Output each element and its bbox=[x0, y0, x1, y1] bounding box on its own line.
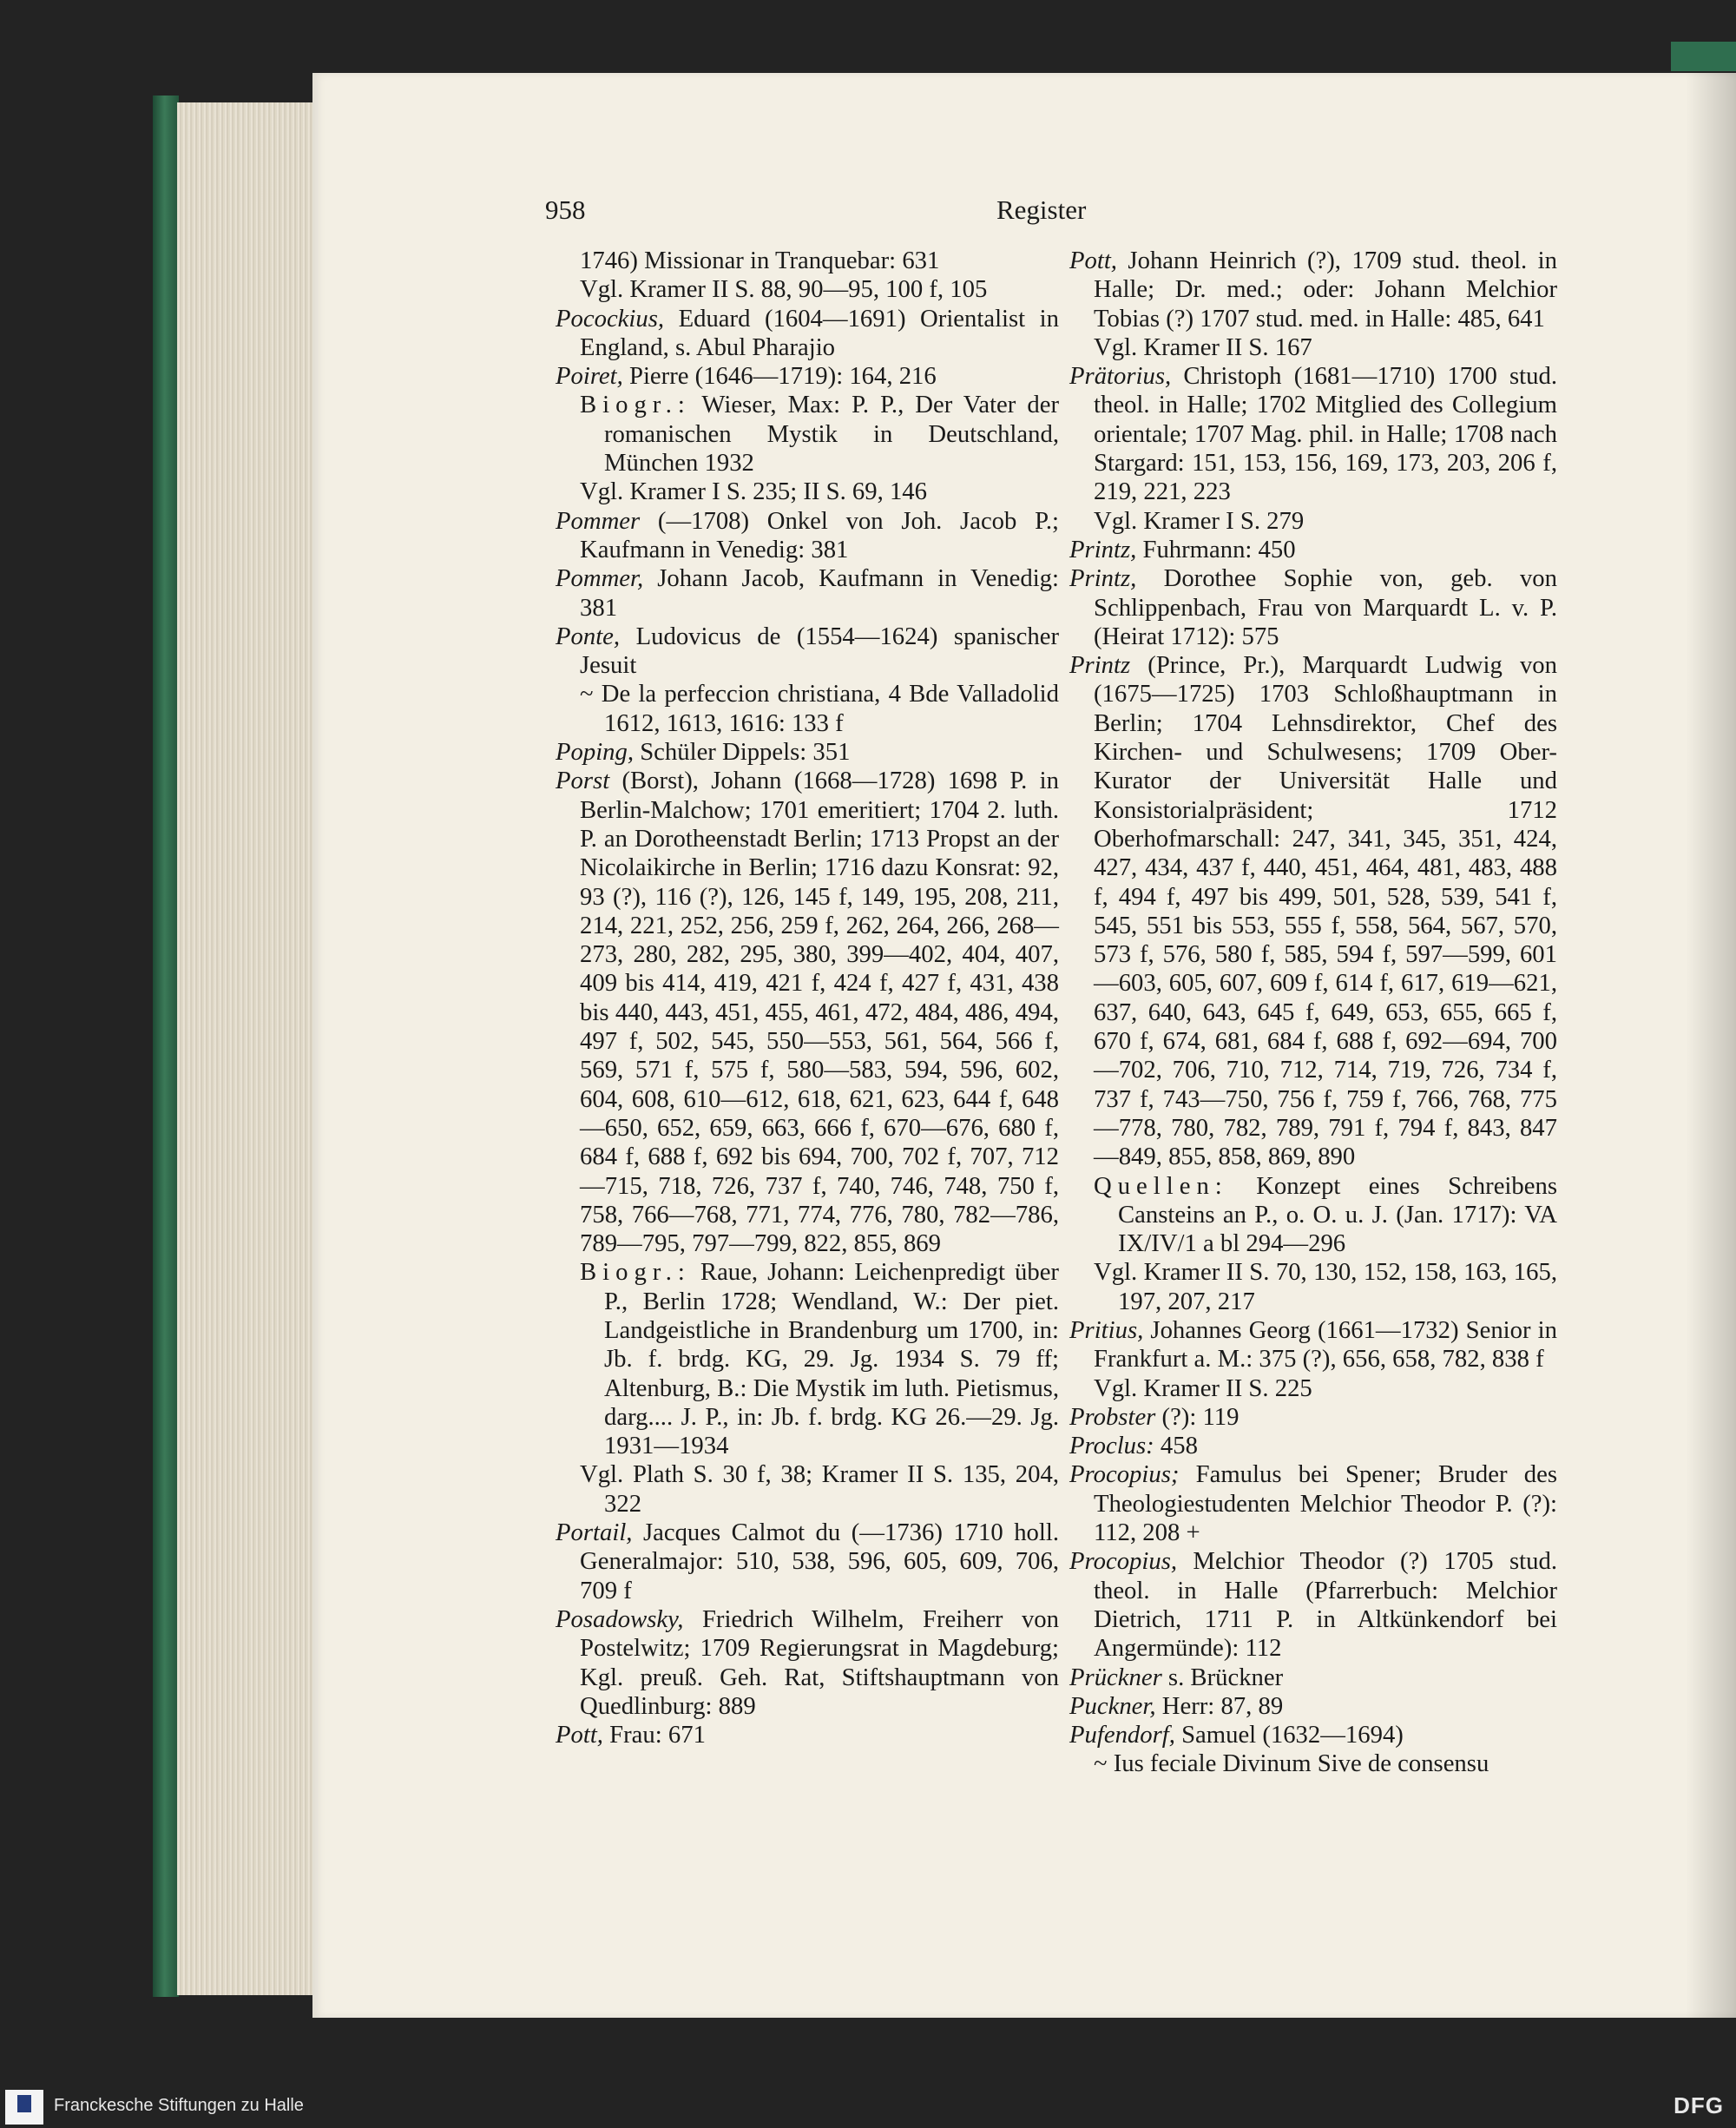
entry-headword: Poiret, bbox=[556, 362, 623, 391]
entry-text: Melchior Theodor (?) 1705 stud. theol. in Halle (Pfarrerbuch: Melchior Dietrich, 1711 P. in Altkünkendorf bei Angermünde): 112 bbox=[1094, 1547, 1557, 1663]
entry-headword: Portail, bbox=[556, 1519, 633, 1547]
index-entry bbox=[1069, 1664, 1557, 1692]
index-entry bbox=[1069, 1403, 1557, 1432]
entry-text: 1746) Missionar in Tranquebar: 631 bbox=[580, 247, 940, 274]
index-entry bbox=[1069, 362, 1557, 506]
index-entry bbox=[556, 1258, 1059, 1460]
index-entry bbox=[1069, 536, 1557, 564]
entry-headword: Porst bbox=[556, 767, 610, 795]
entry-headword: Pufendorf, bbox=[1069, 1721, 1175, 1749]
entry-headword: Poping, bbox=[556, 738, 635, 767]
entry-headword: Printz, bbox=[1069, 535, 1137, 563]
entry-text: Eduard (1604—1691) Orientalist in England, s. Abul Pharajio bbox=[580, 304, 1059, 361]
book-binding bbox=[153, 96, 179, 1997]
index-entry bbox=[556, 623, 1059, 681]
entry-headword: Pott, bbox=[556, 1721, 603, 1749]
index-entry bbox=[556, 1519, 1059, 1605]
index-entry bbox=[1069, 1547, 1557, 1663]
entry-text: ~ Ius feciale Divinum Sive de consensu bbox=[1094, 1749, 1489, 1778]
index-entry bbox=[556, 1605, 1059, 1721]
index-entry bbox=[1069, 1692, 1557, 1721]
entry-text: Vgl. Kramer II S. 70, 130, 152, 158, 163, 165, 197, 207, 217 bbox=[1094, 1258, 1557, 1315]
viewer-footer bbox=[0, 2085, 1736, 2128]
entry-headword: Posadowsky, bbox=[556, 1604, 684, 1633]
entry-text: (?): 119 bbox=[1155, 1402, 1240, 1431]
index-entry bbox=[1069, 507, 1557, 536]
entry-headword: Pocockius, bbox=[556, 304, 665, 333]
index-entry bbox=[1069, 1172, 1557, 1259]
index-entry bbox=[1069, 1460, 1557, 1547]
index-entry bbox=[556, 680, 1059, 738]
entry-text: Herr: 87, 89 bbox=[1155, 1691, 1284, 1720]
page-number: 958 bbox=[545, 194, 586, 225]
entry-text: Vgl. Kramer II S. 167 bbox=[1094, 333, 1312, 361]
index-entry bbox=[556, 275, 1059, 304]
entry-headword: Pott, bbox=[1069, 247, 1117, 274]
index-entry bbox=[556, 478, 1059, 506]
index-entry bbox=[556, 305, 1059, 363]
entry-text: Samuel (1632—1694) bbox=[1174, 1721, 1404, 1749]
index-entry bbox=[1069, 333, 1557, 362]
entry-text: Dorothee Sophie von, geb. von Schlippenbach, Frau von Marquardt L. v. P. (Heirat 1712): 575 bbox=[1094, 564, 1557, 650]
entry-text: Vgl. Kramer I S. 235; II S. 69, 146 bbox=[580, 478, 927, 506]
entry-text: Frau: 671 bbox=[602, 1721, 706, 1749]
index-entry bbox=[556, 1460, 1059, 1519]
index-entry bbox=[556, 362, 1059, 391]
index-entry bbox=[1069, 1432, 1557, 1460]
entry-text: Johann Heinrich (?), 1709 stud. theol. in Halle; Dr. med.; oder: Johann Melchior Tobias (?) 1707 stud. med. in Halle: 485, 641 bbox=[1094, 247, 1557, 333]
entry-label: Biogr.: bbox=[580, 1258, 691, 1287]
index-entry bbox=[1069, 1258, 1557, 1316]
index-entry bbox=[556, 1721, 1059, 1749]
entry-headword: Prätorius, bbox=[1069, 362, 1172, 391]
index-entry bbox=[556, 564, 1059, 623]
entry-headword: Ponte, bbox=[556, 622, 621, 650]
entry-headword: Pritius, bbox=[1069, 1315, 1144, 1344]
entry-text: Friedrich Wilhelm, Freiherr von Postelwitz; 1709 Regierungsrat in Magdeburg; Kgl. preuß. Geh. Rat, Stiftshauptmann von Quedlinburg: 889 bbox=[580, 1604, 1059, 1720]
entry-headword: Probster bbox=[1069, 1402, 1156, 1431]
entry-text: Vgl. Kramer I S. 279 bbox=[1094, 506, 1305, 535]
entry-headword: Printz bbox=[1069, 651, 1131, 680]
entry-text: (Prince, Pr.), Marquardt Ludwig von (1675—1725) 1703 Schloßhauptmann in Berlin; 1704 Lehnsdirektor, Chef des Kirchen- und Schulwesens; 1709 Ober-Kurator der Universität Halle und Konsistorialpräsident; 1712 Oberhofmarschall: 247, 341, 345, 351, 424, 427, 434, 437 f, 440, 451, 464, 481, 483, 488 f, 494 f, 497 bis 499, 501, 528, 539, 541 f, 545, 551 bis 553, 555 f, 558, 564, 567, 570, 573 f, 576, 580 f, 585, 594 f, 597—599, 601—603, 605, 607, 609 f, 614 f, 617, 619—621, 637, 640, 643, 645 f, 649, 653, 655, 665 f, 670 f, 674, 681, 684 f, 688 f, 692—694, 700—702, 706, 710, 712, 714, 719, 726, 734 f, 737 f, 743—750, 756 f, 759 f, 766, 768, 775—778, 780, 782, 789, 791 f, 794 f, 843, 847—849, 855, 858, 869, 890 bbox=[1094, 651, 1557, 1171]
entry-text: Vgl. Kramer II S. 225 bbox=[1094, 1374, 1312, 1402]
entry-headword: Procopius, bbox=[1069, 1547, 1178, 1576]
entry-text: Vgl. Plath S. 30 f, 38; Kramer II S. 135, 204, 322 bbox=[580, 1460, 1059, 1518]
entry-text: ~ De la perfeccion christiana, 4 Bde Valladolid 1612, 1613, 1616: 133 f bbox=[580, 680, 1059, 737]
entry-text: Pierre (1646—1719): 164, 216 bbox=[622, 362, 937, 391]
index-entry bbox=[556, 247, 1059, 275]
index-entry bbox=[1069, 247, 1557, 333]
entry-headword: Prückner bbox=[1069, 1663, 1162, 1691]
entry-headword: Pommer bbox=[556, 506, 641, 535]
entry-text: Ludovicus de (1554—1624) spanischer Jesuit bbox=[580, 622, 1059, 680]
index-entry bbox=[556, 507, 1059, 565]
page-gutter-shadow bbox=[1686, 73, 1736, 2018]
entry-text: Jacques Calmot du (—1736) 1710 holl. Generalmajor: 510, 538, 596, 605, 609, 706, 709 f bbox=[580, 1519, 1059, 1604]
binding-corner bbox=[1671, 42, 1736, 71]
index-entry bbox=[556, 391, 1059, 478]
entry-text: Schüler Dippels: 351 bbox=[634, 738, 851, 767]
entry-text: (—1708) Onkel von Joh. Jacob P.; Kaufmann in Venedig: 381 bbox=[580, 506, 1059, 563]
logo-mark bbox=[17, 2095, 31, 2112]
entry-text: Famulus bei Spener; Bruder des Theologiestudenten Melchior Theodor P. (?): 112, 208 + bbox=[1094, 1460, 1557, 1547]
entry-text: Fuhrmann: 450 bbox=[1136, 535, 1296, 563]
entry-text: Johannes Georg (1661—1732) Senior in Frankfurt a. M.: 375 (?), 656, 658, 782, 838 f bbox=[1094, 1315, 1557, 1374]
index-column-right bbox=[1069, 247, 1557, 1779]
index-entry bbox=[1069, 1749, 1557, 1778]
entry-headword: Procopius; bbox=[1069, 1460, 1180, 1489]
entry-headword: Pommer, bbox=[556, 564, 644, 593]
index-column-left bbox=[556, 247, 1059, 1749]
institution-logo-icon bbox=[5, 2090, 43, 2125]
entry-text: Wieser, Max: P. P., Der Vater der romanischen Mystik in Deutschland, München 1932 bbox=[604, 391, 1059, 478]
entry-text: Christoph (1681—1710) 1700 stud. theol. in Halle; 1702 Mitglied des Collegium orientale; 1707 Mag. phil. in Halle; 1708 nach Stargard: 151, 153, 156, 169, 173, 203, 206 f, 219, 221, 223 bbox=[1094, 362, 1557, 506]
page-edges bbox=[177, 102, 330, 1995]
entry-label: Quellen: bbox=[1094, 1171, 1228, 1200]
index-entry bbox=[556, 738, 1059, 767]
entry-headword: Puckner, bbox=[1069, 1691, 1156, 1720]
index-entry bbox=[556, 767, 1059, 1258]
index-entry bbox=[1069, 1374, 1557, 1403]
institution-name: Franckesche Stiftungen zu Halle bbox=[54, 2096, 304, 2115]
entry-headword: Proclus: bbox=[1069, 1432, 1154, 1460]
entry-text: Raue, Johann: Leichenpredigt über P., Berlin 1728; Wendland, W.: Der piet. Landgeistliche in Brandenburg um 1700, in: Jb. f. brdg. KG, 29. Jg. 1934 S. 79 ff; Altenburg, B.: Die Mystik im luth. Pietismus, darg.... J. P., in: Jb. f. brdg. KG 26.—29. Jg. 1931—1934 bbox=[604, 1258, 1059, 1460]
entry-text: Vgl. Kramer II S. 88, 90—95, 100 f, 105 bbox=[580, 275, 988, 304]
entry-text: Konzept eines Schreibens Cansteins an P., o. O. u. J. (Jan. 1717): VA IX/IV/1 a bl 294—296 bbox=[1118, 1171, 1557, 1258]
entry-text: s. Brückner bbox=[1161, 1663, 1284, 1691]
index-entry bbox=[1069, 564, 1557, 651]
book-page bbox=[312, 73, 1736, 2018]
running-header: Register bbox=[996, 194, 1087, 225]
dfg-logo: DFG bbox=[1674, 2092, 1724, 2118]
entry-text: (Borst), Johann (1668—1728) 1698 P. in Berlin-Malchow; 1701 emeritiert; 1704 2. luth. P. an Dorotheenstadt Berlin; 1713 Propst an der Nicolaikirche in Berlin; 1716 dazu Konsrat: 92, 93 (?), 116 (?), 126, 145 f, 149, 195, 208, 211, 214, 221, 252, 256, 259 f, 262, 264, 266, 268—273, 280, 282, 295, 380, 399—402, 404, 407, 409 bis 414, 419, 421 f, 424 f, 427 f, 431, 438 bis 440, 443, 451, 455, 461, 472, 484, 486, 494, 497 f, 502, 545, 550—553, 561, 564, 566 f, 569, 571 f, 575 f, 580—583, 594, 596, 602, 604, 608, 610—612, 618, 621, 623, 644 f, 648—650, 652, 659, 663, 666 f, 670—676, 680 f, 684 f, 688 f, 692 bis 694, 700, 702 f, 707, 712—715, 718, 726, 737 f, 740, 746, 748, 750 f, 758, 766—768, 771, 774, 776, 780, 782—786, 789—795, 797—799, 822, 855, 869 bbox=[580, 767, 1059, 1258]
entry-headword: Printz, bbox=[1069, 564, 1137, 593]
entry-text: 458 bbox=[1154, 1432, 1198, 1460]
index-entry bbox=[1069, 651, 1557, 1171]
index-entry bbox=[1069, 1316, 1557, 1374]
index-entry bbox=[1069, 1721, 1557, 1749]
entry-label: Biogr.: bbox=[580, 391, 691, 419]
entry-text: Johann Jacob, Kaufmann in Venedig: 381 bbox=[580, 564, 1059, 622]
